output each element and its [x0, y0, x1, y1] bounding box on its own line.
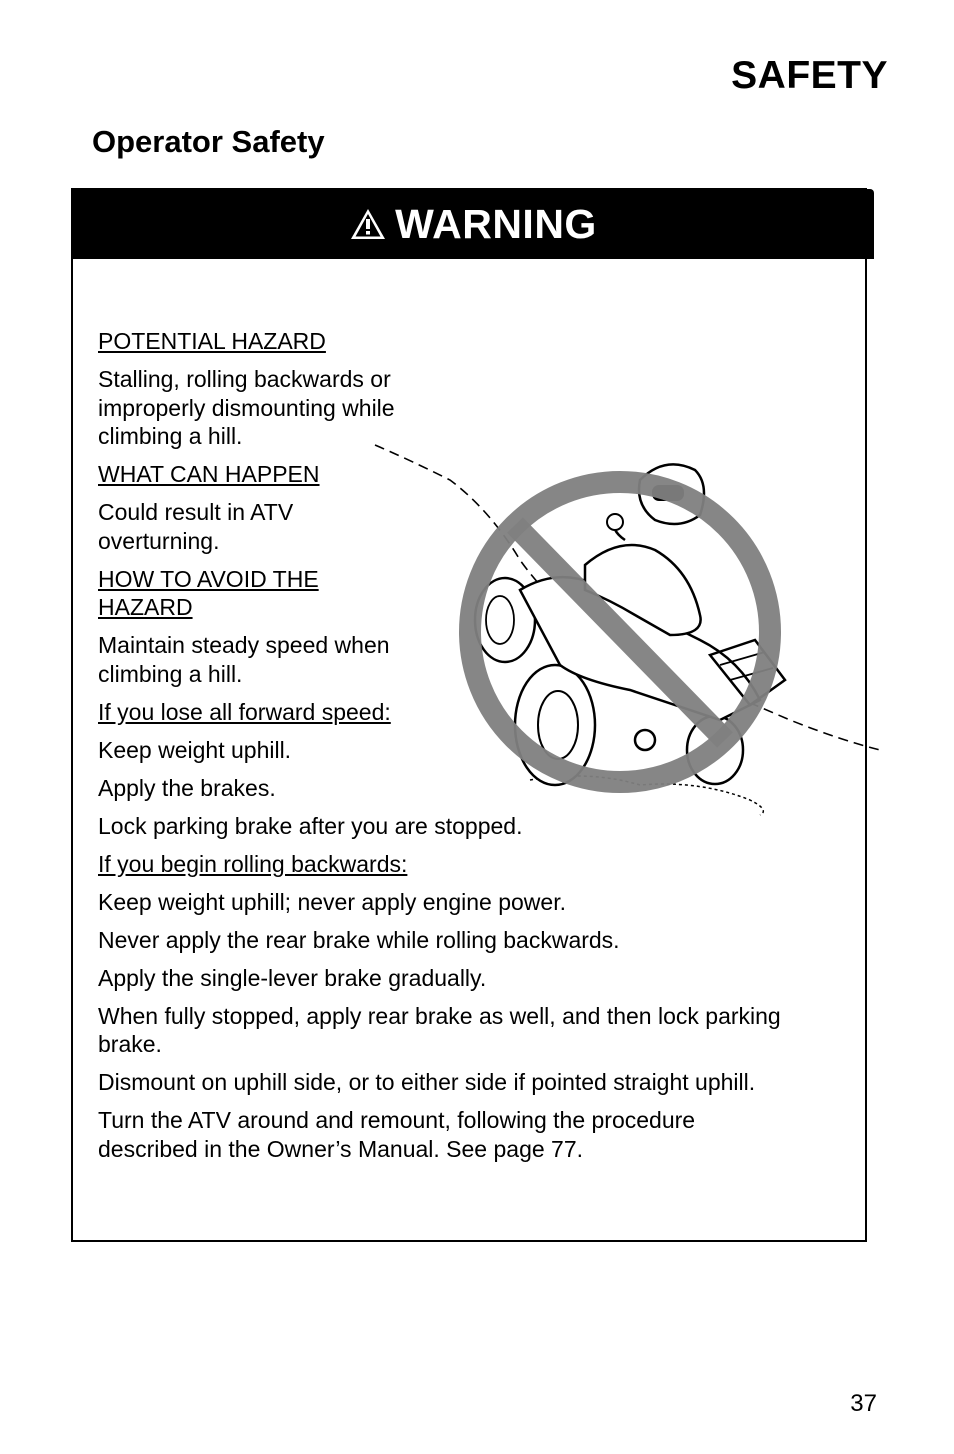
- consequence-heading: WHAT CAN HAPPEN: [98, 461, 320, 487]
- page-number: 37: [850, 1390, 877, 1417]
- section-title: SAFETY: [731, 54, 888, 97]
- instruction-line: When fully stopped, apply rear brake as well, and then lock parking brake.: [98, 1002, 781, 1057]
- hazard-heading: POTENTIAL HAZARD: [98, 328, 326, 354]
- instruction-line: Lock parking brake after you are stopped.: [98, 812, 523, 839]
- forward-speed-heading: If you lose all forward speed:: [98, 698, 391, 725]
- hazard-text: Stalling, rolling backwards or improperly dismounting while climbing a hill.: [98, 366, 395, 449]
- avoid-heading: HOW TO AVOID THE HAZARD: [98, 565, 319, 620]
- instruction-line: Dismount on uphill side, or to either side if pointed straight uphill.: [98, 1069, 756, 1095]
- rolling-backwards-heading: If you begin rolling backwards:: [98, 850, 408, 877]
- instruction-line: Never apply the rear brake while rolling backwards.: [98, 926, 620, 953]
- warning-header: [72, 189, 874, 259]
- instruction-line: Apply the single-lever brake gradually.: [98, 964, 487, 991]
- warning-label: WARNING: [395, 200, 597, 247]
- warning-triangle-icon: [349, 207, 387, 241]
- instruction-line: Turn the ATV around and remount, following the procedure described in the Owner’s Manual. See page 77.: [98, 1107, 696, 1162]
- instruction-line: Keep weight uphill.: [98, 736, 292, 763]
- avoid-text: Maintain steady speed when climbing a hill.: [98, 632, 390, 687]
- instruction-line: Keep weight uphill; never apply engine power.: [98, 888, 566, 915]
- consequence-text: Could result in ATV overturning.: [98, 499, 294, 554]
- subsection-title: Operator Safety: [92, 124, 325, 159]
- instruction-line: Apply the brakes.: [98, 774, 276, 801]
- atv-hill-prohibited-icon: [370, 440, 890, 825]
